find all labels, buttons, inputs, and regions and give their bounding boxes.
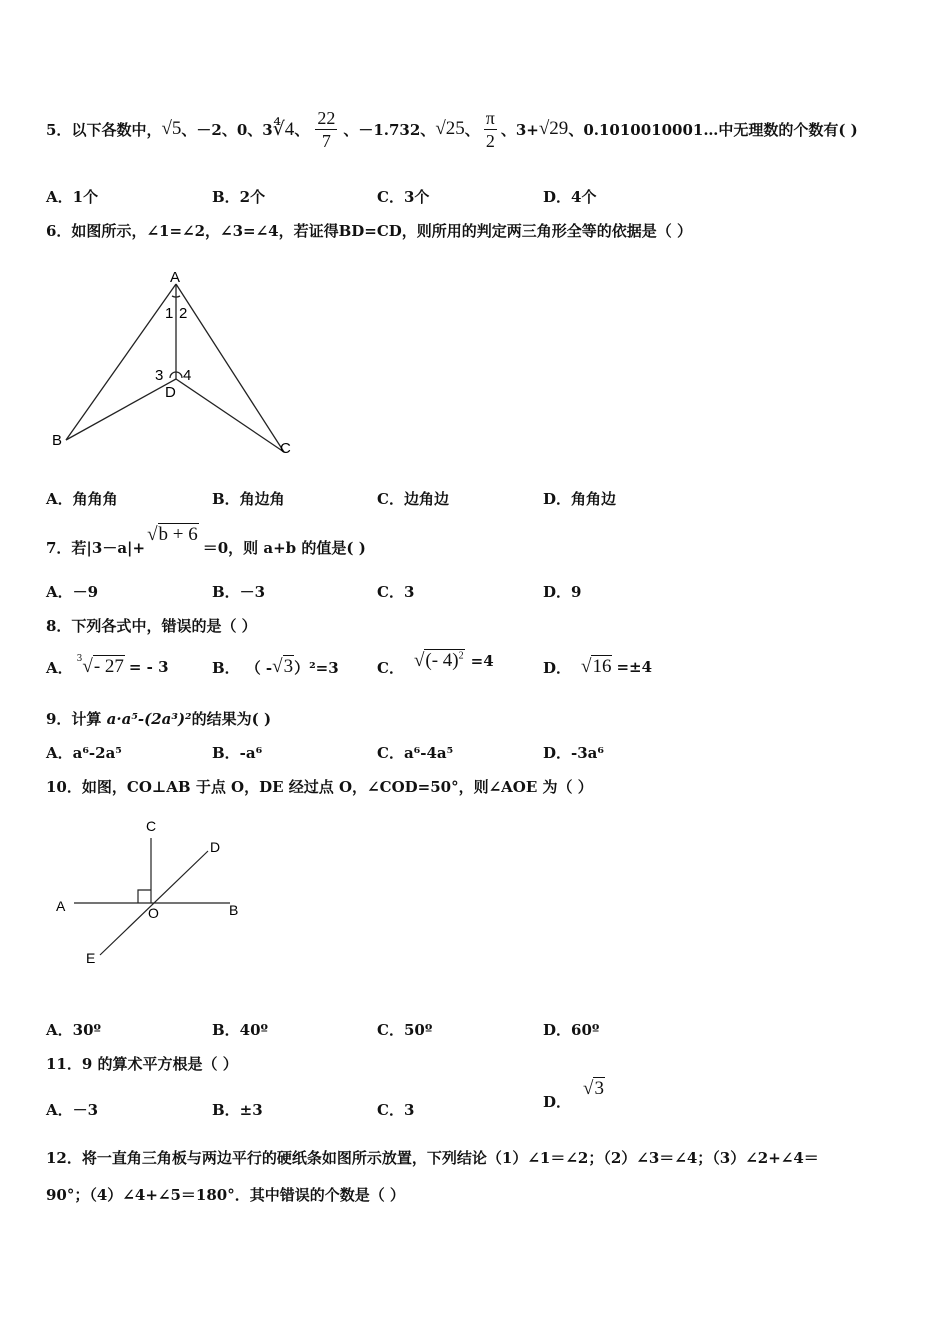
q10-label-b: B — [229, 902, 239, 918]
q10-option-a: A．30º — [46, 1021, 102, 1039]
q5-frac2-numerator: π — [485, 107, 495, 128]
q7-radicand: b + 6 — [158, 524, 198, 545]
q8-option-a-label: A． — [46, 658, 73, 677]
q6-label-c: C — [280, 440, 291, 457]
q8-option-b-tail: ）²=3 — [294, 658, 339, 677]
q5-stem — [46, 104, 858, 154]
q5-option-b: B．2个 — [212, 188, 266, 206]
q5-option-c: C．3个 — [377, 188, 430, 206]
q8-option-c — [377, 650, 494, 677]
q12-stem-line1: 12．将一直角三角板与两边平行的硬纸条如图所示放置，下列结论（1）∠1＝∠2；（2）∠3＝∠4；（3）∠2+∠4＝ — [46, 1149, 819, 1167]
q8-option-c-exponent: 2 — [458, 650, 464, 662]
q5-suffix: 、0.1010010001…中无理数的个数有( ) — [568, 120, 858, 139]
q6-figure — [46, 262, 306, 462]
q10-label-e: E — [86, 950, 96, 966]
q11-option-d — [543, 1078, 605, 1111]
q5-sep5: 、3+ — [500, 120, 539, 139]
q11-option-d-sqrt: √3 — [583, 1078, 604, 1099]
q8-option-d-radicand: 16 — [592, 656, 612, 677]
q11-option-b: B．±3 — [212, 1101, 263, 1119]
q8-option-c-radicand: (- 4) — [425, 650, 459, 671]
q6-label-3: 3 — [155, 367, 164, 384]
q11-option-d-label: D． — [543, 1093, 572, 1111]
q9-option-a: A．a⁶-2a⁵ — [46, 744, 122, 762]
q8-stem: 8．下列各式中，错误的是（ ） — [46, 617, 257, 635]
q7-option-d: D．9 — [543, 583, 582, 601]
q12-stem-line2: 90°；（4）∠4+∠5＝180°．其中错误的个数是（ ） — [46, 1186, 405, 1204]
q7-stem — [46, 522, 366, 558]
q6-stem: 6．如图所示，∠1=∠2，∠3=∠4，若证得BD=CD，则所用的判定两三角形全等的依据是（ ） — [46, 222, 693, 240]
q9-stem — [46, 708, 271, 729]
q5-sep4: 、 — [464, 120, 480, 139]
q7-suffix: ＝0，则 a+b 的值是( ) — [202, 539, 366, 557]
q8-option-a — [46, 656, 169, 678]
q8-option-b-head: （ - — [245, 658, 273, 677]
q6-label-2: 2 — [179, 305, 188, 322]
q9-text-pre: 9．计算 — [46, 710, 107, 728]
q9-text-post: 的结果为( ) — [191, 710, 272, 728]
q7-prefix: 7．若|3－a|+ — [46, 539, 146, 557]
q8-option-a-cuberoot: √- 27 — [82, 656, 124, 677]
q5-number: 5． — [46, 120, 72, 139]
q7-option-b: B．－3 — [212, 583, 266, 601]
q8-option-b-label: B． — [212, 658, 240, 677]
q8-option-d-tail: =±4 — [616, 658, 653, 676]
q10-label-c: C — [146, 818, 157, 834]
q6-label-d: D — [165, 384, 176, 401]
q8-option-a-radicand: - 27 — [93, 656, 124, 677]
q5-sqrt25: √25 — [435, 118, 465, 139]
q8-option-b-radicand: 3 — [283, 656, 294, 677]
q8-option-c-radical — [424, 649, 464, 671]
q6-option-d: D．角角边 — [543, 490, 617, 508]
q6-label-b: B — [52, 432, 63, 449]
q10-figure — [46, 812, 256, 972]
q8-option-a-tail: = - 3 — [128, 658, 169, 676]
q5-option-d: D．4个 — [543, 188, 597, 206]
q10-label-a: A — [56, 898, 66, 914]
q5-prefix: 以下各数中， — [71, 120, 162, 139]
q10-option-d: D．60º — [543, 1021, 600, 1039]
q11-option-d-radicand: 3 — [594, 1078, 604, 1099]
q8-option-d-label: D． — [543, 658, 572, 677]
q10-stem: 10．如图，CO⊥AB 于点 O，DE 经过点 O，∠COD=50°，则∠AOE 为（ ） — [46, 778, 593, 796]
q8-option-d-sqrt: √16 — [581, 656, 612, 677]
q5-sep2: 、 — [294, 120, 310, 139]
q8-option-a-index: 3 — [76, 654, 83, 664]
q9-option-d: D．-3a⁶ — [543, 744, 604, 762]
q8-option-c-label: C． — [377, 658, 404, 677]
q6-option-b: B．角边角 — [212, 490, 285, 508]
q6-label-a: A — [170, 269, 181, 286]
q6-label-1: 1 — [165, 305, 174, 322]
q10-option-c: C．50º — [377, 1021, 433, 1039]
q7-sqrt-b-plus-6: √b + 6 — [147, 524, 198, 545]
q5-option-a: A．1个 — [46, 188, 99, 206]
q6-option-c: C．边角边 — [377, 490, 449, 508]
q8-option-c-tail: =4 — [470, 652, 494, 670]
q6-label-4: 4 — [183, 367, 192, 384]
q5-frac1-numerator: 22 — [317, 107, 336, 128]
q8-option-d — [543, 656, 652, 678]
q8-option-c-sqrt: √(- 4)$^2$ — [413, 650, 464, 671]
q9-option-b: B．-a⁶ — [212, 744, 263, 762]
q5-fraction-22-7 — [315, 107, 337, 152]
q5-sqrt29: √29 — [538, 118, 569, 139]
q5-frac2-denominator: 2 — [485, 130, 495, 151]
q10-label-o: O — [148, 905, 159, 921]
q8-option-b-sqrt: √3 — [272, 656, 294, 677]
q11-option-a: A．－3 — [46, 1101, 99, 1119]
q5-sep3: 、－1.732、 — [343, 120, 436, 139]
q5-sqrt5: √5 — [161, 118, 182, 139]
q11-stem: 11．9 的算术平方根是（ ） — [46, 1055, 238, 1073]
q10-option-b: B．40º — [212, 1021, 269, 1039]
q10-label-d: D — [210, 839, 221, 855]
q6-option-a: A．角角角 — [46, 490, 118, 508]
q5-root4: ∜4 — [272, 118, 295, 140]
q7-option-c: C．3 — [377, 583, 415, 601]
q5-sep1: 、－2、0、3 — [181, 120, 273, 139]
q9-expression: a·a⁵-(2a³)² — [106, 710, 192, 728]
q7-option-a: A．－9 — [46, 583, 99, 601]
q8-option-b — [212, 656, 339, 678]
q5-fraction-pi-2 — [484, 107, 497, 152]
q9-option-c: C．a⁶-4a⁵ — [377, 744, 454, 762]
q5-frac1-denominator: 7 — [321, 130, 331, 151]
q11-option-c: C．3 — [377, 1101, 415, 1119]
